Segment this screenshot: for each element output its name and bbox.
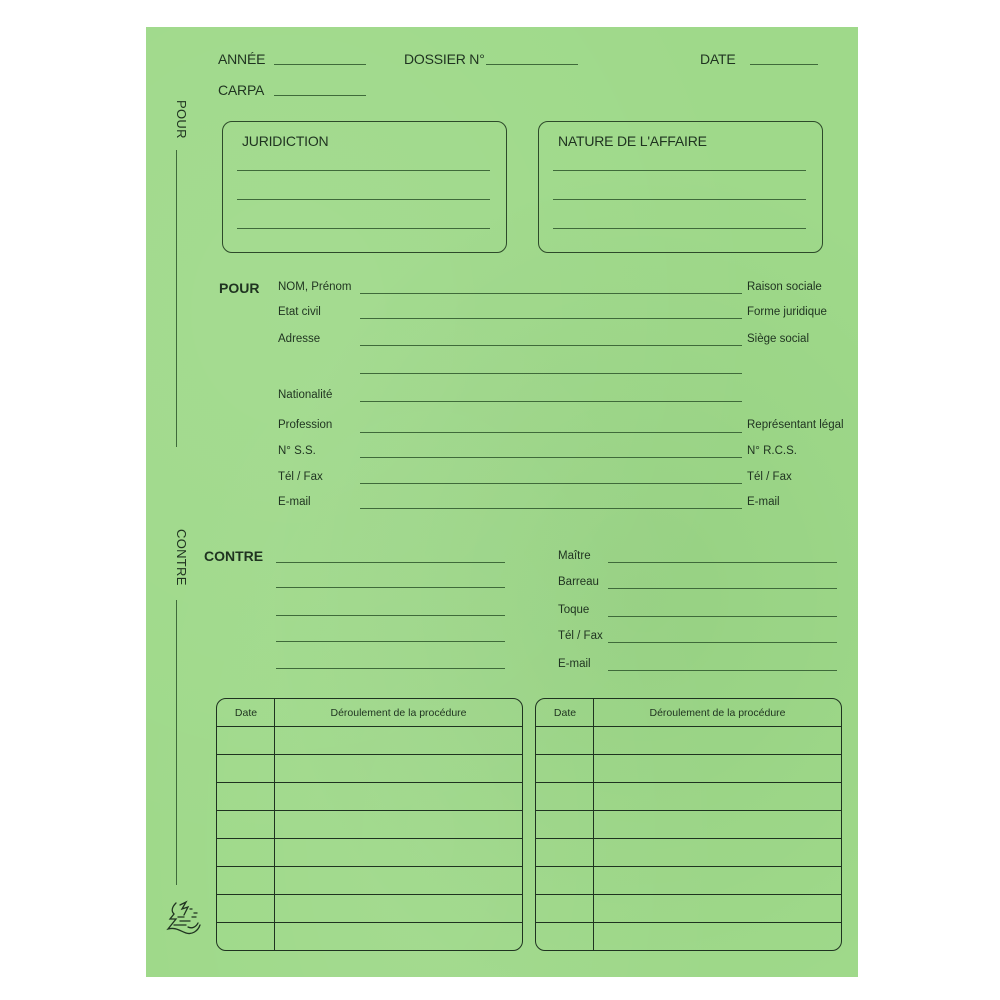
annee-field[interactable] bbox=[274, 64, 366, 65]
pour-label-siege-social: Siège social bbox=[747, 333, 810, 345]
pour-label-nrcs: N° R.C.S. bbox=[747, 445, 797, 457]
spine-pour-label: POUR bbox=[174, 100, 189, 139]
pour-field-tel[interactable] bbox=[360, 483, 742, 484]
table-row[interactable] bbox=[217, 754, 522, 755]
carpa-label: CARPA bbox=[218, 82, 265, 98]
contre-label-barreau: Barreau bbox=[558, 576, 599, 588]
table-left-header-line bbox=[217, 726, 522, 727]
contre-field-maitre[interactable] bbox=[608, 562, 837, 563]
juridiction-title: JURIDICTION bbox=[242, 133, 329, 149]
contre-field-4[interactable] bbox=[276, 641, 505, 642]
table-right-column-divider bbox=[593, 699, 594, 950]
table-row[interactable] bbox=[536, 754, 841, 755]
pour-label-nationalite: Nationalité bbox=[278, 389, 333, 401]
table-row[interactable] bbox=[536, 866, 841, 867]
nature-line-2[interactable] bbox=[553, 199, 806, 200]
pour-field-email[interactable] bbox=[360, 508, 742, 509]
table-row[interactable] bbox=[217, 838, 522, 839]
nature-affaire-title: NATURE DE L'AFFAIRE bbox=[558, 133, 707, 149]
pour-field-adresse[interactable] bbox=[360, 345, 742, 346]
pour-field-nss[interactable] bbox=[360, 457, 742, 458]
pour-label-forme-juridique: Forme juridique bbox=[747, 306, 827, 318]
pour-field-profession[interactable] bbox=[360, 432, 742, 433]
pour-field-etat-civil[interactable] bbox=[360, 318, 742, 319]
juridiction-line-2[interactable] bbox=[237, 199, 490, 200]
table-row[interactable] bbox=[536, 922, 841, 923]
spine-pour-line bbox=[176, 150, 177, 447]
table-row[interactable] bbox=[217, 922, 522, 923]
table-row[interactable] bbox=[536, 782, 841, 783]
table-left-column-divider bbox=[274, 699, 275, 950]
contre-field-toque[interactable] bbox=[608, 616, 837, 617]
pour-label-adresse: Adresse bbox=[278, 333, 321, 345]
carpa-field[interactable] bbox=[274, 95, 366, 96]
pour-label-email: E-mail bbox=[278, 496, 311, 508]
pour-label-nss: N° S.S. bbox=[278, 445, 316, 457]
contre-field-1[interactable] bbox=[276, 562, 505, 563]
contre-field-2[interactable] bbox=[276, 587, 505, 588]
table-left-header-date: Date bbox=[234, 707, 258, 719]
contre-field-3[interactable] bbox=[276, 615, 505, 616]
table-row[interactable] bbox=[217, 894, 522, 895]
pour-field-nationalite[interactable] bbox=[360, 401, 742, 402]
legal-file-folder bbox=[146, 27, 858, 977]
pour-field-nom[interactable] bbox=[360, 293, 742, 294]
pour-label-raison-sociale: Raison sociale bbox=[747, 281, 822, 293]
table-row[interactable] bbox=[217, 866, 522, 867]
date-label: DATE bbox=[700, 51, 736, 67]
juridiction-line-3[interactable] bbox=[237, 228, 490, 229]
contre-field-tel[interactable] bbox=[608, 642, 837, 643]
exacompta-logo-icon bbox=[162, 897, 206, 941]
contre-field-barreau[interactable] bbox=[608, 588, 837, 589]
pour-label-tel-right: Tél / Fax bbox=[747, 471, 792, 483]
table-right-header-date: Date bbox=[553, 707, 577, 719]
nature-line-3[interactable] bbox=[553, 228, 806, 229]
date-field[interactable] bbox=[750, 64, 818, 65]
contre-field-5[interactable] bbox=[276, 668, 505, 669]
juridiction-box bbox=[222, 121, 507, 253]
table-row[interactable] bbox=[217, 782, 522, 783]
pour-label-nom: NOM, Prénom bbox=[278, 281, 352, 293]
pour-label-email-right: E-mail bbox=[747, 496, 780, 508]
table-row[interactable] bbox=[217, 810, 522, 811]
nature-affaire-box bbox=[538, 121, 823, 253]
pour-label-tel: Tél / Fax bbox=[278, 471, 323, 483]
dossier-label: DOSSIER N° bbox=[404, 51, 485, 67]
table-left-header-procedure: Déroulement de la procédure bbox=[330, 707, 467, 719]
contre-field-email[interactable] bbox=[608, 670, 837, 671]
spine-contre-line bbox=[176, 600, 177, 885]
contre-label-maitre: Maître bbox=[558, 550, 591, 562]
dossier-field[interactable] bbox=[486, 64, 578, 65]
table-row[interactable] bbox=[536, 810, 841, 811]
contre-label-email: E-mail bbox=[558, 658, 591, 670]
juridiction-line-1[interactable] bbox=[237, 170, 490, 171]
pour-field-adresse-2[interactable] bbox=[360, 373, 742, 374]
procedure-table-right bbox=[535, 698, 842, 951]
procedure-table-left bbox=[216, 698, 523, 951]
pour-section-title: POUR bbox=[219, 280, 260, 296]
table-row[interactable] bbox=[536, 838, 841, 839]
annee-label: ANNÉE bbox=[218, 51, 266, 67]
nature-line-1[interactable] bbox=[553, 170, 806, 171]
spine-contre-label: CONTRE bbox=[174, 529, 189, 586]
pour-label-profession: Profession bbox=[278, 419, 333, 431]
contre-label-toque: Toque bbox=[558, 604, 590, 616]
contre-label-tel: Tél / Fax bbox=[558, 630, 603, 642]
table-right-header-line bbox=[536, 726, 841, 727]
contre-section-title: CONTRE bbox=[204, 548, 264, 564]
table-right-header-procedure: Déroulement de la procédure bbox=[649, 707, 786, 719]
pour-label-etat-civil: Etat civil bbox=[278, 306, 321, 318]
table-row[interactable] bbox=[536, 894, 841, 895]
pour-label-representant-legal: Représentant légal bbox=[747, 419, 844, 431]
